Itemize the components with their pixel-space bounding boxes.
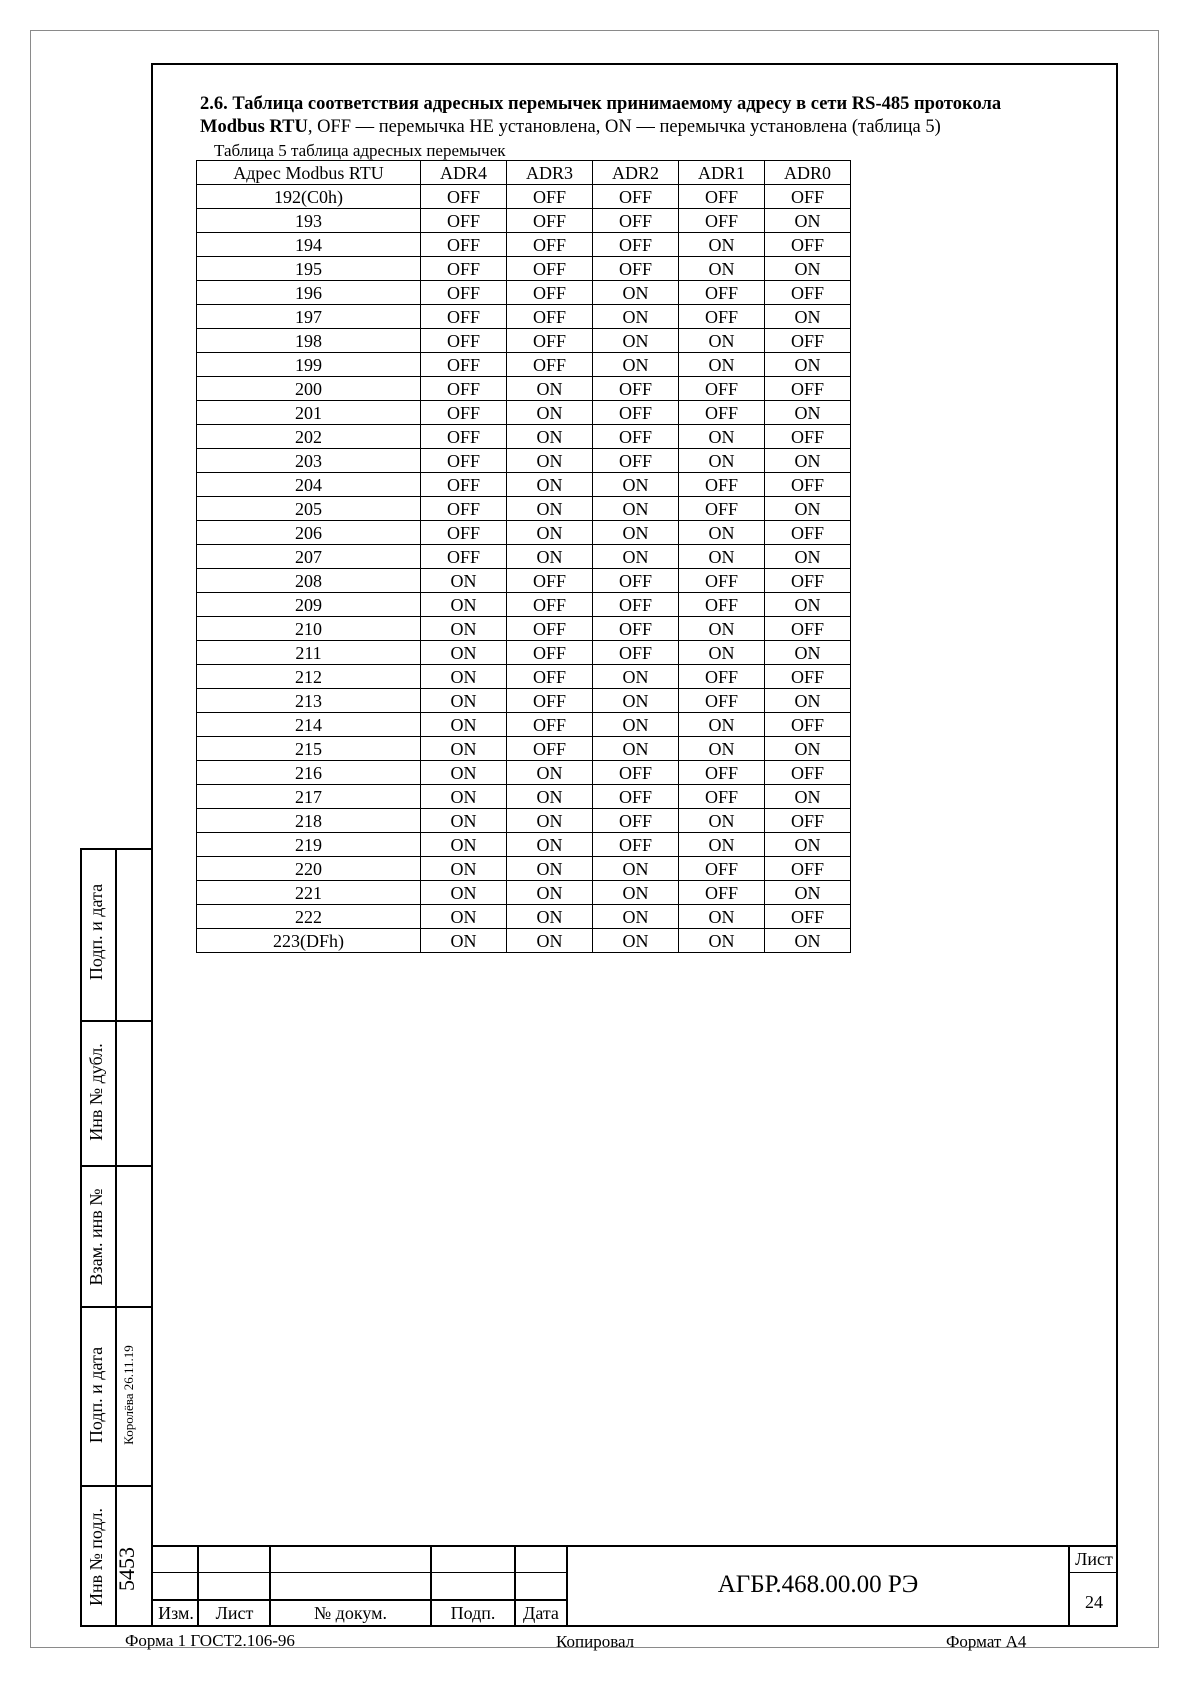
jumper-cell: ON: [593, 881, 679, 905]
address-table: [196, 160, 851, 953]
table-row: [197, 329, 851, 353]
col-dokum: № докум.: [314, 1603, 387, 1623]
table-row: [197, 809, 851, 833]
address-cell: 199: [197, 353, 421, 377]
address-cell: 196: [197, 281, 421, 305]
section-heading: [200, 93, 1110, 139]
table-row: [197, 761, 851, 785]
address-cell: 203: [197, 449, 421, 473]
jumper-cell: ON: [679, 545, 765, 569]
table-row: [197, 641, 851, 665]
address-cell: 192(C0h): [197, 185, 421, 209]
jumper-cell: OFF: [679, 209, 765, 233]
jumper-cell: OFF: [765, 377, 851, 401]
jumper-cell: ON: [765, 737, 851, 761]
table-row: [197, 497, 851, 521]
table-header-cell: ADR0: [765, 161, 851, 185]
jumper-cell: OFF: [765, 569, 851, 593]
jumper-cell: OFF: [679, 785, 765, 809]
jumper-cell: ON: [507, 449, 593, 473]
jumper-cell: OFF: [765, 233, 851, 257]
jumper-cell: OFF: [421, 497, 507, 521]
table-row: [197, 305, 851, 329]
jumper-cell: OFF: [765, 617, 851, 641]
jumper-cell: OFF: [593, 593, 679, 617]
side-stamp-divider: [115, 848, 117, 1627]
address-cell: 204: [197, 473, 421, 497]
jumper-cell: ON: [679, 929, 765, 953]
table-row: [197, 617, 851, 641]
jumper-cell: ON: [765, 641, 851, 665]
jumper-cell: ON: [679, 809, 765, 833]
jumper-cell: ON: [679, 449, 765, 473]
jumper-cell: OFF: [765, 761, 851, 785]
jumper-cell: OFF: [421, 257, 507, 281]
jumper-cell: ON: [507, 857, 593, 881]
jumper-cell: OFF: [679, 185, 765, 209]
table-row: [197, 281, 851, 305]
jumper-cell: ON: [679, 233, 765, 257]
sheet-cell-line: [1068, 1572, 1118, 1573]
address-cell: 210: [197, 617, 421, 641]
table-row: [197, 209, 851, 233]
jumper-cell: ON: [507, 377, 593, 401]
jumper-cell: OFF: [507, 281, 593, 305]
col-podp: Подп.: [450, 1603, 496, 1623]
address-cell: 212: [197, 665, 421, 689]
jumper-cell: ON: [593, 689, 679, 713]
jumper-cell: OFF: [593, 425, 679, 449]
jumper-cell: OFF: [593, 569, 679, 593]
jumper-cell: ON: [679, 521, 765, 545]
jumper-cell: OFF: [593, 833, 679, 857]
sheet-label: Лист: [1075, 1549, 1113, 1569]
jumper-cell: ON: [679, 713, 765, 737]
stamp-inv-podl: Инв № подл.: [86, 1507, 106, 1607]
jumper-cell: ON: [765, 305, 851, 329]
table-row: [197, 401, 851, 425]
address-cell: 209: [197, 593, 421, 617]
jumper-cell: ON: [507, 929, 593, 953]
jumper-cell: OFF: [421, 473, 507, 497]
jumper-cell: OFF: [421, 545, 507, 569]
jumper-cell: ON: [421, 761, 507, 785]
jumper-cell: OFF: [765, 521, 851, 545]
address-cell: 208: [197, 569, 421, 593]
jumper-cell: ON: [679, 737, 765, 761]
jumper-cell: OFF: [679, 593, 765, 617]
table-header-cell: ADR4: [421, 161, 507, 185]
jumper-cell: OFF: [421, 449, 507, 473]
jumper-cell: OFF: [679, 497, 765, 521]
address-cell: 193: [197, 209, 421, 233]
jumper-cell: ON: [765, 593, 851, 617]
jumper-cell: OFF: [679, 689, 765, 713]
footer-form: Форма 1 ГОСТ2.106-96: [125, 1631, 295, 1650]
table-row: [197, 785, 851, 809]
jumper-cell: OFF: [507, 689, 593, 713]
jumper-cell: OFF: [593, 641, 679, 665]
jumper-cell: ON: [679, 329, 765, 353]
address-cell: 218: [197, 809, 421, 833]
jumper-cell: OFF: [679, 665, 765, 689]
sheet-number: 24: [1085, 1592, 1103, 1612]
jumper-cell: ON: [679, 905, 765, 929]
jumper-cell: OFF: [593, 761, 679, 785]
jumper-cell: ON: [765, 689, 851, 713]
table-row: [197, 833, 851, 857]
jumper-cell: ON: [421, 785, 507, 809]
address-cell: 211: [197, 641, 421, 665]
jumper-cell: ON: [765, 881, 851, 905]
address-cell: 195: [197, 257, 421, 281]
jumper-cell: ON: [593, 857, 679, 881]
jumper-cell: OFF: [421, 401, 507, 425]
jumper-cell: ON: [507, 473, 593, 497]
jumper-cell: OFF: [679, 473, 765, 497]
jumper-cell: OFF: [593, 785, 679, 809]
jumper-cell: ON: [765, 401, 851, 425]
table-row: [197, 377, 851, 401]
jumper-cell: OFF: [593, 185, 679, 209]
jumper-cell: OFF: [593, 257, 679, 281]
jumper-cell: OFF: [507, 257, 593, 281]
jumper-cell: OFF: [679, 569, 765, 593]
jumper-cell: OFF: [507, 305, 593, 329]
table-row: [197, 473, 851, 497]
footer-copied: Копировал: [556, 1632, 635, 1651]
col-izm: Изм.: [158, 1603, 194, 1623]
address-cell: 217: [197, 785, 421, 809]
table-row: [197, 569, 851, 593]
jumper-cell: ON: [507, 833, 593, 857]
jumper-cell: OFF: [421, 329, 507, 353]
address-cell: 198: [197, 329, 421, 353]
jumper-cell: ON: [765, 497, 851, 521]
table-row: [197, 857, 851, 881]
address-cell: 216: [197, 761, 421, 785]
address-cell: 219: [197, 833, 421, 857]
jumper-cell: OFF: [765, 473, 851, 497]
footer-format: Формат А4: [946, 1632, 1027, 1651]
jumper-cell: OFF: [679, 881, 765, 905]
address-cell: 222: [197, 905, 421, 929]
jumper-cell: ON: [765, 545, 851, 569]
jumper-cell: ON: [679, 641, 765, 665]
jumper-cell: ON: [765, 353, 851, 377]
jumper-cell: ON: [421, 617, 507, 641]
table-caption: Таблица 5 таблица адресных перемычек: [214, 141, 506, 160]
jumper-cell: OFF: [421, 233, 507, 257]
table-row: [197, 545, 851, 569]
jumper-cell: OFF: [507, 641, 593, 665]
jumper-cell: ON: [421, 833, 507, 857]
jumper-cell: ON: [593, 497, 679, 521]
jumper-cell: ON: [593, 929, 679, 953]
table-row: [197, 593, 851, 617]
jumper-cell: OFF: [765, 809, 851, 833]
jumper-cell: ON: [593, 353, 679, 377]
stamp-signature-note: Королёва 26.11.19: [121, 1345, 136, 1445]
jumper-cell: ON: [507, 809, 593, 833]
address-cell: 206: [197, 521, 421, 545]
address-cell: 214: [197, 713, 421, 737]
jumper-cell: ON: [507, 881, 593, 905]
jumper-cell: ON: [507, 521, 593, 545]
jumper-cell: OFF: [679, 281, 765, 305]
stamp-vzam-inv: Взам. инв №: [86, 1188, 106, 1286]
jumper-cell: OFF: [421, 209, 507, 233]
address-cell: 207: [197, 545, 421, 569]
jumper-cell: OFF: [593, 809, 679, 833]
jumper-cell: OFF: [421, 425, 507, 449]
jumper-cell: ON: [593, 521, 679, 545]
jumper-cell: OFF: [421, 353, 507, 377]
jumper-cell: ON: [593, 713, 679, 737]
jumper-cell: OFF: [421, 305, 507, 329]
address-cell: 213: [197, 689, 421, 713]
jumper-cell: OFF: [421, 185, 507, 209]
jumper-cell: OFF: [507, 737, 593, 761]
jumper-cell: OFF: [765, 905, 851, 929]
stamp-inv-dubl: Инв № дубл.: [86, 1043, 106, 1141]
jumper-cell: OFF: [507, 569, 593, 593]
address-cell: 221: [197, 881, 421, 905]
table-row: [197, 353, 851, 377]
jumper-cell: ON: [679, 257, 765, 281]
jumper-cell: OFF: [593, 617, 679, 641]
table-row: [197, 233, 851, 257]
jumper-cell: ON: [507, 401, 593, 425]
jumper-cell: ON: [765, 449, 851, 473]
title-block-row-line: [151, 1572, 567, 1573]
jumper-cell: OFF: [679, 377, 765, 401]
jumper-cell: OFF: [593, 377, 679, 401]
jumper-cell: OFF: [765, 425, 851, 449]
jumper-cell: ON: [421, 929, 507, 953]
jumper-cell: ON: [421, 881, 507, 905]
jumper-cell: OFF: [421, 377, 507, 401]
jumper-cell: ON: [421, 689, 507, 713]
jumper-cell: ON: [593, 281, 679, 305]
jumper-cell: ON: [593, 473, 679, 497]
jumper-cell: OFF: [507, 329, 593, 353]
jumper-cell: ON: [507, 497, 593, 521]
jumper-cell: ON: [421, 665, 507, 689]
jumper-cell: ON: [421, 809, 507, 833]
table-row: [197, 521, 851, 545]
jumper-cell: OFF: [507, 233, 593, 257]
address-cell: 197: [197, 305, 421, 329]
jumper-cell: ON: [421, 857, 507, 881]
address-cell: 220: [197, 857, 421, 881]
jumper-cell: OFF: [765, 665, 851, 689]
address-cell: 205: [197, 497, 421, 521]
jumper-cell: ON: [507, 785, 593, 809]
table-row: [197, 185, 851, 209]
table-row: [197, 449, 851, 473]
jumper-cell: ON: [421, 593, 507, 617]
jumper-cell: OFF: [507, 713, 593, 737]
table-row: [197, 665, 851, 689]
heading-line1: 2.6. Таблица соответствия адресных перемычек принимаемому адресу в сети RS-485 протокола: [200, 94, 1002, 114]
stamp-podp-data-top: Подп. и дата: [86, 883, 106, 981]
jumper-cell: OFF: [593, 209, 679, 233]
jumper-cell: OFF: [507, 665, 593, 689]
jumper-cell: ON: [421, 905, 507, 929]
jumper-cell: ON: [765, 833, 851, 857]
jumper-cell: OFF: [765, 857, 851, 881]
jumper-cell: ON: [421, 569, 507, 593]
address-cell: 194: [197, 233, 421, 257]
address-cell: 223(DFh): [197, 929, 421, 953]
jumper-cell: ON: [765, 929, 851, 953]
jumper-cell: ON: [593, 905, 679, 929]
table-header-cell: Адрес Modbus RTU: [197, 161, 421, 185]
jumper-cell: ON: [593, 305, 679, 329]
title-block-top: [151, 1545, 1118, 1547]
address-cell: 200: [197, 377, 421, 401]
jumper-cell: OFF: [421, 521, 507, 545]
title-block-header-line: [151, 1599, 567, 1601]
title-block-col: [197, 1545, 199, 1627]
jumper-cell: ON: [421, 641, 507, 665]
heading-modbus: Modbus RTU: [200, 117, 308, 137]
address-cell: 201: [197, 401, 421, 425]
table-header-cell: ADR3: [507, 161, 593, 185]
stamp-inv-podl-value: 5453: [114, 1547, 139, 1591]
jumper-cell: ON: [593, 329, 679, 353]
jumper-cell: OFF: [765, 329, 851, 353]
address-cell: 215: [197, 737, 421, 761]
jumper-cell: ON: [507, 761, 593, 785]
jumper-cell: ON: [421, 713, 507, 737]
jumper-cell: OFF: [679, 401, 765, 425]
jumper-cell: ON: [679, 617, 765, 641]
table-row: [197, 425, 851, 449]
jumper-cell: OFF: [507, 617, 593, 641]
jumper-cell: ON: [507, 905, 593, 929]
jumper-cell: OFF: [421, 281, 507, 305]
jumper-cell: OFF: [765, 185, 851, 209]
jumper-cell: OFF: [679, 305, 765, 329]
jumper-cell: OFF: [593, 449, 679, 473]
jumper-cell: ON: [593, 545, 679, 569]
col-list: Лист: [215, 1603, 254, 1623]
jumper-cell: ON: [765, 257, 851, 281]
document-designation: АГБР.468.00.00 РЭ: [717, 1571, 919, 1598]
jumper-cell: OFF: [507, 209, 593, 233]
table-row: [197, 713, 851, 737]
jumper-cell: OFF: [679, 857, 765, 881]
table-header-cell: ADR1: [679, 161, 765, 185]
table-row: [197, 737, 851, 761]
stamp-podp-data-bottom: Подп. и дата: [86, 1346, 106, 1444]
table-row: [197, 929, 851, 953]
jumper-cell: OFF: [507, 593, 593, 617]
table-row: [197, 905, 851, 929]
jumper-cell: ON: [593, 665, 679, 689]
table-header-cell: ADR2: [593, 161, 679, 185]
address-cell: 202: [197, 425, 421, 449]
jumper-cell: ON: [765, 209, 851, 233]
jumper-cell: ON: [421, 737, 507, 761]
jumper-cell: OFF: [765, 713, 851, 737]
jumper-cell: OFF: [593, 233, 679, 257]
heading-legend: , OFF — перемычка НЕ установлена, ON — перемычка установлена (таблица 5): [307, 117, 941, 137]
jumper-cell: OFF: [679, 761, 765, 785]
jumper-cell: OFF: [765, 281, 851, 305]
jumper-cell: OFF: [593, 401, 679, 425]
jumper-cell: ON: [679, 353, 765, 377]
jumper-cell: ON: [593, 737, 679, 761]
table-header-row: [197, 161, 851, 185]
table-row: [197, 881, 851, 905]
jumper-cell: ON: [679, 425, 765, 449]
table-row: [197, 257, 851, 281]
table-row: [197, 689, 851, 713]
jumper-cell: ON: [507, 425, 593, 449]
jumper-cell: OFF: [507, 353, 593, 377]
jumper-cell: OFF: [507, 185, 593, 209]
jumper-cell: ON: [765, 785, 851, 809]
jumper-cell: ON: [507, 545, 593, 569]
jumper-cell: ON: [679, 833, 765, 857]
col-data: Дата: [523, 1603, 559, 1623]
